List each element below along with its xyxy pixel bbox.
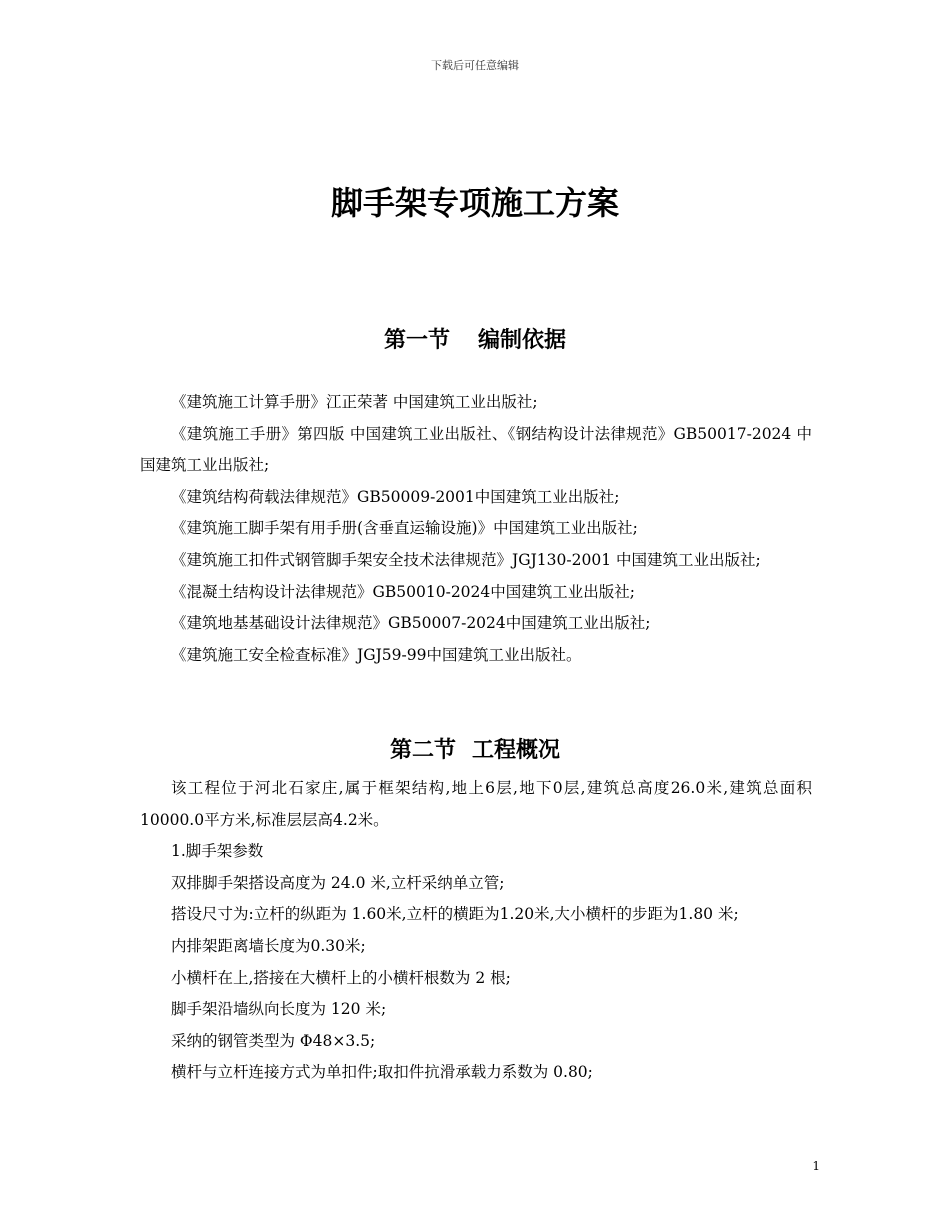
overview-paragraph: 搭设尺寸为:立杆的纵距为 1.60米,立杆的横距为1.20米,大小横杆的步距为1.80 米; — [171, 905, 739, 924]
document-title: 脚手架专项施工方案 — [330, 184, 619, 222]
overview-paragraph: 采纳的钢管类型为 Φ48×3.5; — [171, 1031, 376, 1050]
page-header: 下载后可任意编辑 — [431, 59, 519, 72]
overview-paragraph: 脚手架沿墙纵向长度为 120 米; — [171, 1000, 387, 1019]
references-list — [140, 387, 812, 671]
reference-item: 《建筑施工手册》第四版 中国建筑工业出版社、《钢结构设计法律规范》GB50017-2024 中国建筑工业出版社; — [140, 424, 812, 475]
reference-item: 《混凝土结构设计法律规范》GB50010-2024中国建筑工业出版社; — [171, 582, 635, 601]
reference-item: 《建筑施工安全检查标准》JGJ59-99中国建筑工业出版社。 — [171, 645, 582, 664]
overview-paragraph: 该工程位于河北石家庄,属于框架结构,地上6层,地下0层,建筑总高度26.0米,建筑总面积10000.0平方米,标准层层高4.2米。 — [140, 779, 812, 829]
overview-paragraph: 横杆与立杆连接方式为单扣件;取扣件抗滑承载力系数为 0.80; — [171, 1063, 593, 1082]
project-overview — [140, 773, 812, 1089]
overview-paragraph: 小横杆在上,搭接在大横杆上的小横杆根数为 2 根; — [171, 968, 511, 987]
overview-paragraph: 内排架距离墙长度为0.30米; — [171, 936, 366, 955]
overview-paragraph: 1.脚手架参数 — [171, 842, 264, 861]
reference-item: 《建筑施工计算手册》江正荣著 中国建筑工业出版社; — [171, 393, 538, 411]
reference-item: 《建筑施工扣件式钢管脚手架安全技术法律规范》JGJ130-2001 中国建筑工业出版社; — [171, 550, 761, 569]
section-heading-1 — [0, 323, 950, 354]
reference-item: 《建筑地基基础设计法律规范》GB50007-2024中国建筑工业出版社; — [171, 614, 651, 633]
reference-item: 《建筑施工脚手架有用手册(含垂直运输设施)》中国建筑工业出版社; — [171, 519, 638, 538]
section-number: 第二节 — [389, 738, 456, 763]
page-number: 1 — [812, 1159, 820, 1173]
section-title: 工程概况 — [472, 738, 561, 763]
reference-item: 《建筑结构荷载法律规范》GB50009-2001中国建筑工业出版社; — [171, 487, 620, 506]
overview-paragraph: 双排脚手架搭设高度为 24.0 米,立杆采纳单立管; — [171, 873, 505, 892]
section-heading-2 — [0, 733, 950, 764]
section-number: 第一节 — [383, 328, 450, 353]
section-title: 编制依据 — [478, 328, 567, 353]
